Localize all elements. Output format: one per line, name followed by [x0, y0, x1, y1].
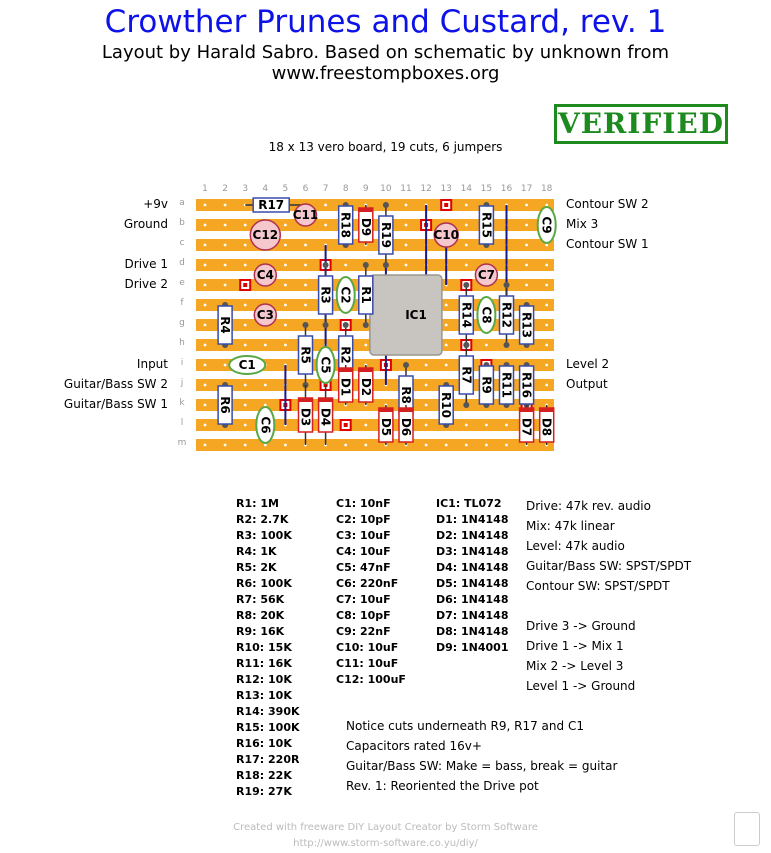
solder-point [504, 342, 510, 348]
column-number: 16 [500, 184, 513, 194]
wiring-list [526, 616, 636, 696]
strip-hole [525, 264, 528, 267]
component-label-r2: R2 [338, 346, 353, 364]
copper-strip-b [196, 219, 554, 231]
strip-hole [525, 284, 528, 287]
strip-hole [425, 424, 428, 427]
strip-hole [445, 344, 448, 347]
diode-band [339, 368, 353, 372]
component-label-c9: C9 [539, 216, 554, 234]
list-item: R7: 56K [236, 593, 285, 606]
list-item: Drive: 47k rev. audio [526, 499, 651, 513]
diy-logo-icon [734, 812, 760, 846]
solder-point [504, 282, 510, 288]
component-label-c8: C8 [479, 306, 494, 324]
strip-hole [485, 344, 488, 347]
strip-hole [224, 364, 227, 367]
component-label-r5: R5 [298, 346, 313, 364]
list-item: R11: 16K [236, 657, 292, 670]
row-letter: l [180, 418, 184, 428]
component-label-c12: C12 [252, 228, 279, 242]
copper-strip-c [196, 239, 554, 251]
component-label-d3: D3 [298, 407, 313, 427]
solder-point [303, 322, 309, 328]
list-item: D1: 1N4148 [436, 513, 509, 526]
strip-hole [204, 404, 207, 407]
component-label-r18: R18 [338, 212, 353, 238]
component-label-c6: C6 [258, 416, 273, 434]
strip-hole [204, 424, 207, 427]
strip-hole [545, 264, 548, 267]
strip-hole [204, 244, 207, 247]
row-letter: f [180, 298, 184, 308]
strip-hole [304, 244, 307, 247]
diode-band [379, 408, 393, 412]
column-number: 4 [262, 184, 269, 194]
component-label-r3: R3 [318, 286, 333, 304]
strip-hole [445, 324, 448, 327]
list-item: C4: 10uF [336, 545, 391, 558]
component-label-d2: D2 [358, 377, 373, 397]
component-label-c4: C4 [256, 268, 274, 282]
strip-hole [525, 244, 528, 247]
column-number: 7 [322, 184, 329, 194]
list-item: Mix 2 -> Level 3 [526, 659, 624, 673]
strip-hole [465, 424, 468, 427]
list-item: R14: 390K [236, 705, 300, 718]
page-title: Crowther Prunes and Custard, rev. 1 [104, 4, 667, 40]
copper-strip-m [196, 439, 554, 451]
left-connection-label: Input [136, 357, 168, 371]
solder-point [343, 322, 349, 328]
strip-hole [405, 224, 408, 227]
strip-hole [204, 264, 207, 267]
list-item: C3: 10uF [336, 529, 391, 542]
component-label-r9: R9 [479, 376, 494, 394]
strip-hole [545, 204, 548, 207]
list-item: R13: 10K [236, 689, 292, 702]
strip-hole [224, 284, 227, 287]
component-label-r13: R13 [519, 312, 534, 338]
list-item: R5: 2K [236, 561, 277, 574]
component-label-c3: C3 [256, 308, 274, 322]
component-label-r10: R10 [439, 392, 454, 418]
component-label-r19: R19 [378, 222, 393, 248]
strip-hole [405, 264, 408, 267]
strip-hole [465, 244, 468, 247]
strip-hole [244, 424, 247, 427]
component-label-r8: R8 [399, 386, 413, 404]
strip-hole [244, 344, 247, 347]
row-letter: e [179, 278, 185, 288]
strip-hole [545, 384, 548, 387]
track-cut-center [344, 423, 348, 427]
solder-point [463, 402, 469, 408]
list-item: Drive 1 -> Mix 1 [526, 639, 624, 653]
list-item: D6: 1N4148 [436, 593, 509, 606]
row-letter: g [179, 318, 185, 328]
solder-point [463, 282, 469, 288]
strip-hole [485, 424, 488, 427]
strip-hole [505, 424, 508, 427]
column-number: 18 [540, 184, 553, 194]
list-item: R3: 100K [236, 529, 292, 542]
component-label-c2: C2 [338, 286, 353, 304]
list-item: C2: 10pF [336, 513, 391, 526]
row-letter: c [179, 238, 185, 248]
list-item: Level 1 -> Ground [526, 679, 636, 693]
strip-hole [545, 364, 548, 367]
column-number: 6 [302, 184, 309, 194]
list-item: C5: 47nF [336, 561, 391, 574]
strip-hole [465, 224, 468, 227]
diode-band [359, 368, 373, 372]
component-label-c5: C5 [318, 356, 333, 374]
component-label-r6: R6 [218, 396, 233, 414]
strip-hole [545, 304, 548, 307]
strip-hole [425, 444, 428, 447]
strip-hole [304, 284, 307, 287]
column-number: 12 [420, 184, 432, 194]
component-label-ic1: IC1 [405, 308, 427, 322]
credit-line-2: http://www.storm-software.co.yu/diy/ [293, 838, 478, 849]
strip-hole [465, 444, 468, 447]
component-label-c11: C11 [292, 208, 319, 222]
resistor-list [236, 496, 300, 800]
list-item: D8: 1N4148 [436, 625, 509, 638]
credit-line-1: Created with freeware DIY Layout Creator by Storm Software [233, 822, 538, 833]
strip-hole [204, 344, 207, 347]
strip-hole [224, 204, 227, 207]
list-item: C1: 10nF [336, 497, 391, 510]
left-connection-label: +9v [143, 197, 168, 211]
strip-hole [465, 264, 468, 267]
strip-hole [445, 444, 448, 447]
strip-hole [304, 264, 307, 267]
row-letter: d [179, 258, 185, 268]
strip-hole [425, 404, 428, 407]
list-item: IC1: TL072 [436, 497, 502, 510]
strip-hole [344, 444, 347, 447]
strip-hole [284, 304, 287, 307]
list-item: R12: 10K [236, 673, 292, 686]
strip-hole [204, 224, 207, 227]
board-info: 18 x 13 vero board, 19 cuts, 6 jumpers [268, 140, 503, 154]
strip-hole [244, 264, 247, 267]
diode-band [319, 398, 333, 402]
list-item: Drive 3 -> Ground [526, 619, 636, 633]
list-item: Rev. 1: Reoriented the Drive pot [346, 779, 539, 793]
component-label-r16: R16 [519, 372, 534, 398]
column-number: 5 [282, 184, 289, 194]
right-connection-label: Contour SW 2 [566, 197, 649, 211]
list-item: D2: 1N4148 [436, 529, 509, 542]
strip-hole [425, 364, 428, 367]
right-connection-label: Level 2 [566, 357, 610, 371]
list-item: C7: 10uF [336, 593, 391, 606]
left-connection-label: Drive 1 [124, 257, 168, 271]
strip-hole [485, 444, 488, 447]
pot-list [526, 496, 691, 596]
strip-hole [264, 344, 267, 347]
strip-hole [204, 444, 207, 447]
column-number: 10 [380, 184, 392, 194]
solder-point [383, 262, 389, 268]
list-item: C6: 220nF [336, 577, 399, 590]
list-item: R18: 22K [236, 769, 292, 782]
strip-hole [525, 204, 528, 207]
column-number: 2 [222, 184, 228, 194]
component-label-r1: R1 [358, 286, 373, 304]
list-item: R1: 1M [236, 497, 279, 510]
strip-hole [244, 324, 247, 327]
left-connection-label: Guitar/Bass SW 2 [63, 377, 168, 391]
component-label-r14: R14 [459, 302, 474, 328]
list-item: R19: 27K [236, 785, 292, 798]
column-number: 17 [520, 184, 533, 194]
right-connection-label: Mix 3 [566, 217, 599, 231]
strip-hole [244, 224, 247, 227]
list-item: Contour SW: SPST/SPDT [526, 579, 670, 593]
list-item: C9: 22nF [336, 625, 391, 638]
solder-point [383, 202, 389, 208]
strip-hole [405, 204, 408, 207]
component-label-d1: D1 [338, 377, 353, 397]
component-label-r7: R7 [459, 366, 474, 384]
strip-hole [244, 244, 247, 247]
column-number: 11 [400, 184, 412, 194]
solder-point [323, 322, 329, 328]
strip-hole [324, 204, 327, 207]
strip-hole [364, 344, 367, 347]
strip-hole [244, 304, 247, 307]
page-subtitle: Layout by Harald Sabro. Based on schematic by unknown from www.freestompboxes.org [101, 42, 670, 84]
strip-hole [284, 244, 287, 247]
strip-hole [304, 304, 307, 307]
strip-hole [224, 264, 227, 267]
strip-hole [284, 224, 287, 227]
column-number: 3 [242, 184, 249, 194]
list-item: R15: 100K [236, 721, 300, 734]
component-label-r15: R15 [479, 212, 494, 238]
copper-strip-l [196, 419, 554, 431]
list-item: Level: 47k audio [526, 539, 625, 553]
strip-hole [445, 304, 448, 307]
solder-point [323, 262, 329, 268]
strip-hole [204, 204, 207, 207]
copper-strip-d [196, 259, 554, 271]
component-label-d9: D9 [358, 217, 373, 237]
strip-hole [405, 244, 408, 247]
list-item: R4: 1K [236, 545, 277, 558]
strip-hole [264, 404, 267, 407]
strip-hole [244, 404, 247, 407]
right-connection-label: Output [566, 377, 608, 391]
strip-hole [425, 384, 428, 387]
diode-band [399, 408, 413, 412]
list-item: R6: 100K [236, 577, 292, 590]
solder-point [363, 322, 369, 328]
track-cut-center [444, 203, 448, 207]
solder-point [363, 262, 369, 268]
strip-hole [244, 444, 247, 447]
strip-hole [204, 384, 207, 387]
strip-hole [344, 264, 347, 267]
row-letter: a [179, 198, 185, 208]
strip-hole [204, 284, 207, 287]
notes-list [346, 716, 617, 796]
component-label-d7: D7 [519, 417, 534, 437]
capacitor-list [336, 496, 406, 688]
diode-band [520, 408, 534, 412]
strip-hole [264, 444, 267, 447]
strip-hole [525, 224, 528, 227]
solder-point [463, 342, 469, 348]
component-label-r4: R4 [218, 316, 233, 334]
list-item: R8: 20K [236, 609, 285, 622]
strip-hole [264, 384, 267, 387]
component-label-d6: D6 [399, 417, 413, 437]
list-item: R10: 15K [236, 641, 292, 654]
column-number: 15 [480, 184, 493, 194]
list-item: D4: 1N4148 [436, 561, 509, 574]
list-item: Mix: 47k linear [526, 519, 615, 533]
right-connection-label: Contour SW 1 [566, 237, 649, 251]
list-item: D3: 1N4148 [436, 545, 509, 558]
strip-hole [545, 284, 548, 287]
list-item: C11: 10uF [336, 657, 399, 670]
strip-hole [445, 364, 448, 367]
row-letter: j [180, 378, 184, 388]
strip-hole [545, 344, 548, 347]
left-connection-label: Guitar/Bass SW 1 [63, 397, 168, 411]
strip-hole [284, 344, 287, 347]
strip-hole [505, 444, 508, 447]
diode-band [359, 208, 373, 212]
component-label-c1: C1 [238, 358, 256, 372]
component-label-d5: D5 [378, 417, 393, 437]
row-letter: k [179, 398, 185, 408]
row-letter: h [179, 338, 185, 348]
list-item: D5: 1N4148 [436, 577, 509, 590]
component-label-d8: D8 [539, 417, 554, 437]
strip-hole [284, 284, 287, 287]
list-item: Capacitors rated 16v+ [346, 739, 482, 753]
strip-hole [364, 444, 367, 447]
list-item: R17: 220R [236, 753, 300, 766]
list-item: R2: 2.7K [236, 513, 289, 526]
strip-hole [224, 444, 227, 447]
strip-hole [465, 204, 468, 207]
strip-hole [204, 364, 207, 367]
list-item: C8: 10pF [336, 609, 391, 622]
diode-band [540, 408, 554, 412]
strip-hole [545, 324, 548, 327]
strip-hole [324, 224, 327, 227]
strip-hole [364, 424, 367, 427]
strip-hole [284, 444, 287, 447]
strip-hole [284, 264, 287, 267]
column-number: 1 [202, 184, 208, 194]
strip-hole [284, 324, 287, 327]
list-item: C12: 100uF [336, 673, 406, 686]
track-cut-center [243, 283, 247, 287]
strip-hole [244, 384, 247, 387]
component-label-r12: R12 [499, 302, 514, 328]
diode-band [299, 398, 313, 402]
row-letter: b [179, 218, 185, 228]
strip-hole [224, 244, 227, 247]
strip-hole [204, 304, 207, 307]
component-label-c7: C7 [477, 268, 495, 282]
row-letter: i [180, 358, 184, 368]
column-number: 14 [460, 184, 473, 194]
list-item: Guitar/Bass SW: SPST/SPDT [526, 559, 692, 573]
list-item: R16: 10K [236, 737, 292, 750]
component-label-d4: D4 [318, 407, 333, 427]
list-item: Guitar/Bass SW: Make = bass, break = guitar [346, 759, 618, 773]
list-item: D9: 1N4001 [436, 641, 509, 654]
semiconductor-list [436, 496, 509, 656]
solder-point [403, 362, 409, 368]
column-number: 13 [440, 184, 452, 194]
component-label-c10: C10 [433, 228, 459, 242]
column-number: 9 [362, 184, 369, 194]
strip-hole [204, 324, 207, 327]
strip-hole [224, 224, 227, 227]
component-label-r17: R17 [258, 198, 285, 212]
list-item: Notice cuts underneath R9, R17 and C1 [346, 719, 584, 733]
strip-hole [545, 244, 548, 247]
list-item: C10: 10uF [336, 641, 399, 654]
left-connection-label: Drive 2 [124, 277, 168, 291]
row-letter: m [177, 438, 187, 448]
column-number: 8 [342, 184, 349, 194]
component-label-r11: R11 [499, 372, 514, 398]
left-connection-label: Ground [123, 217, 168, 231]
verified-stamp: VERIFIED [554, 104, 728, 144]
list-item: D7: 1N4148 [436, 609, 509, 622]
list-item: R9: 16K [236, 625, 285, 638]
